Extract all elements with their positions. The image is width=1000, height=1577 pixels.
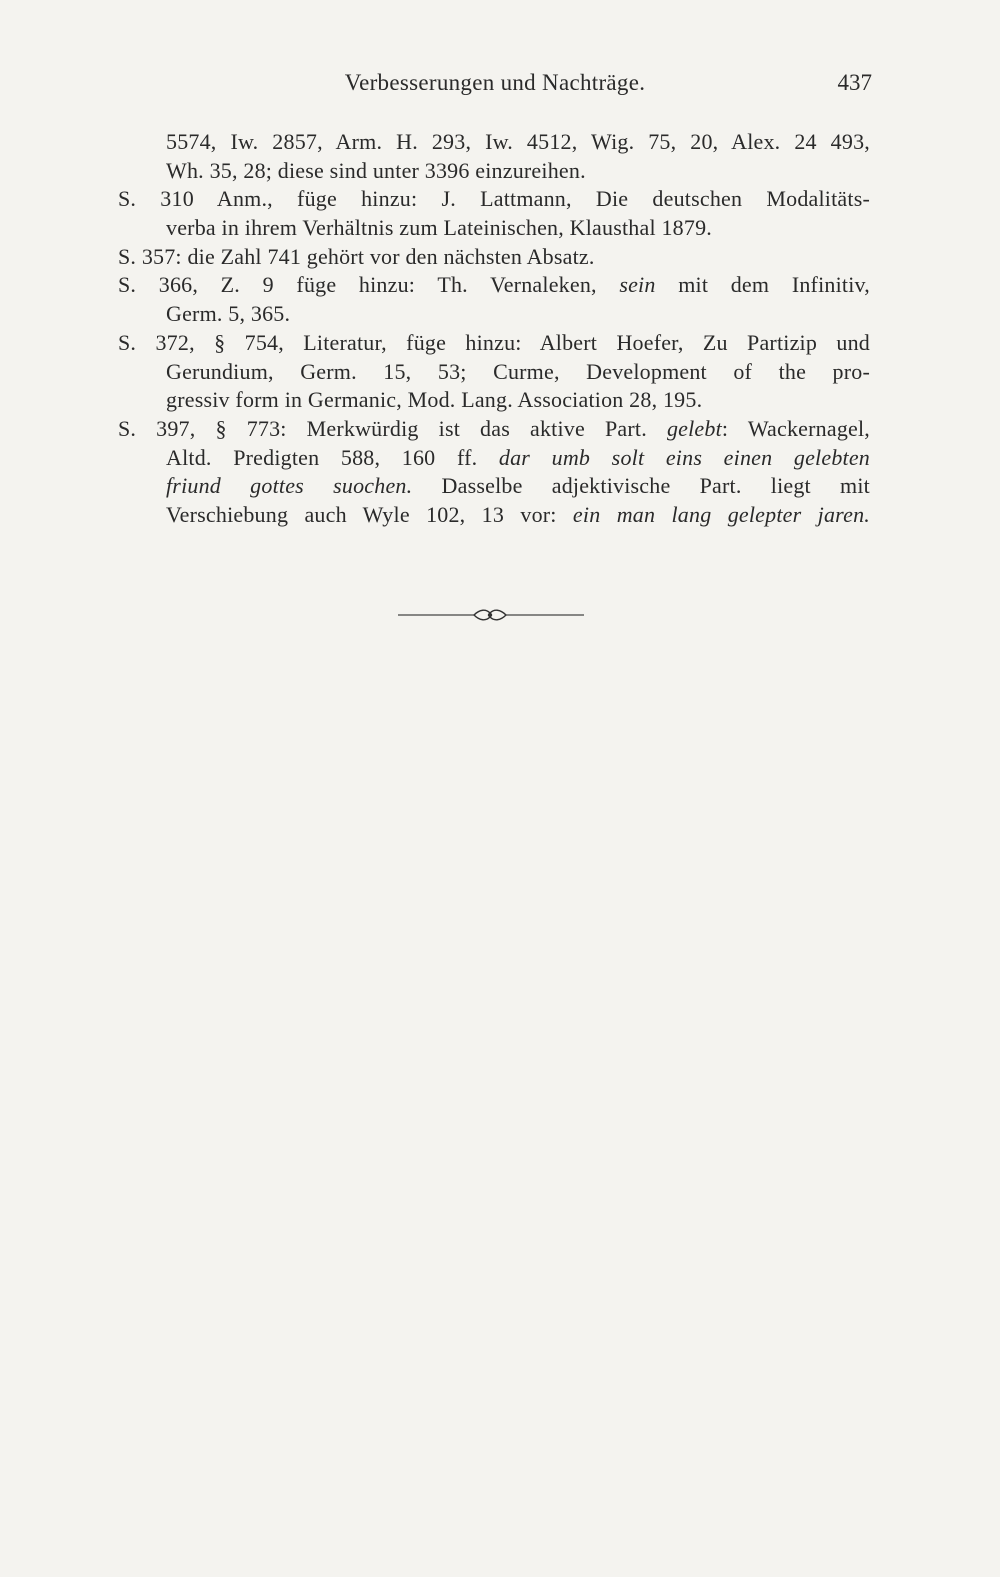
- running-title: Verbesserungen und Nachträge.: [344, 70, 646, 95]
- text-line: 5574, Iw. 2857, Arm. H. 293, Iw. 4512, Wig. 75, 20, Alex. 24 493,: [166, 129, 870, 154]
- text-segment: Altd. Predigten 588, 160 ff.: [166, 444, 499, 470]
- page-number: 437: [837, 70, 872, 95]
- text-line: Gerundium, Germ. 15, 53; Curme, Development of the pro-: [166, 358, 870, 384]
- text-line: Wh. 35, 28; diese sind unter 3396 einzureihen.: [166, 157, 586, 183]
- ornament-icon: [398, 603, 584, 627]
- entry-first-line: S. 357: die Zahl 741 gehört vor den nächsten Absatz.: [118, 243, 595, 269]
- italic-segment: dar umb solt eins einen gelebten: [498, 444, 870, 470]
- text-segment: : Wackernagel,: [721, 415, 871, 441]
- page-header: [118, 70, 872, 104]
- entry-first-line: [118, 415, 870, 444]
- text-line: [118, 472, 870, 501]
- text-line: [118, 444, 870, 473]
- text-segment: Dasselbe adjektivische Part. liegt mit: [412, 473, 870, 499]
- italic-segment: gelebt: [666, 415, 722, 441]
- corrections-text: [118, 128, 870, 530]
- entry-first-line: S. 310 Anm., füge hinzu: J. Lattmann, Die deutschen Modalitäts-: [118, 186, 870, 212]
- entry-first-line: [118, 271, 870, 300]
- text-segment: S. 397, § 773: Merkwürdig ist das aktive Part.: [118, 415, 667, 441]
- text-line: [118, 501, 870, 530]
- section-end-ornament: [398, 603, 584, 627]
- text-line: verba in ihrem Verhältnis zum Lateinischen, Klausthal 1879.: [166, 215, 712, 241]
- italic-segment: sein: [619, 272, 656, 298]
- text-line: gressiv form in Germanic, Mod. Lang. Association 28, 195.: [166, 387, 703, 413]
- text-line: Germ. 5, 365.: [166, 301, 291, 327]
- text-segment: S. 366, Z. 9 füge hinzu: Th. Vernaleken,: [118, 272, 620, 298]
- text-segment: Verschiebung auch Wyle 102, 13 vor:: [166, 501, 573, 527]
- italic-segment: ein man lang gelepter jaren.: [572, 501, 870, 527]
- text-segment: mit dem Infinitiv,: [655, 272, 870, 298]
- entry-first-line: S. 372, § 754, Literatur, füge hinzu: Albert Hoefer, Zu Partizip und: [118, 329, 870, 355]
- italic-segment: friund gottes suochen.: [166, 473, 413, 499]
